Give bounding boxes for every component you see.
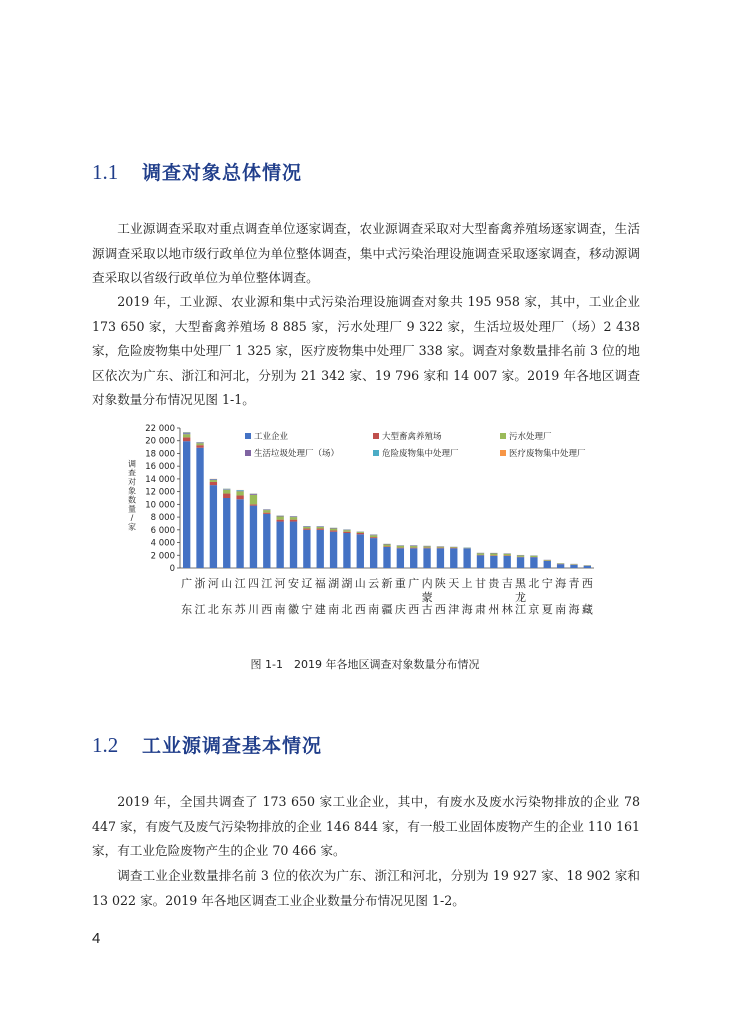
bar-segment xyxy=(423,548,430,549)
category-label: 云 xyxy=(368,577,380,590)
bar-segment xyxy=(437,547,444,548)
y-tick-label: 4 000 xyxy=(150,538,175,549)
bar-segment xyxy=(223,490,230,494)
bar-segment xyxy=(236,495,243,499)
bar-segment xyxy=(236,499,243,568)
legend-label: 工业企业 xyxy=(254,432,289,442)
bar-segment xyxy=(383,544,390,545)
bar-segment xyxy=(517,557,524,568)
category-label: 吉 xyxy=(501,577,513,590)
category-label: 蒙 xyxy=(421,591,433,604)
bar-segment xyxy=(183,432,190,433)
y-tick-label: 18 000 xyxy=(145,449,175,460)
bar-segment xyxy=(437,548,444,568)
bar-segment xyxy=(557,564,564,568)
category-label: 河 xyxy=(274,577,286,590)
category-label: 西 xyxy=(434,603,446,616)
bar-segment xyxy=(544,561,551,568)
bar-segment xyxy=(437,548,444,549)
bar-segment xyxy=(210,480,217,482)
category-label: 湖 xyxy=(328,577,340,590)
paragraph: 工业源调查采取对重点调查单位逐家调查，农业源调查采取对大型畜禽养殖场逐家调查，生活源调查采取以地市级行政单位为单位整体调查，集中式污染治理设施调查采取逐家调查，移动源调查采取以省级行政单位为单位整体调查。 xyxy=(92,221,640,285)
category-label: 西 xyxy=(581,577,593,590)
bar-segment xyxy=(276,516,283,519)
bar-segment xyxy=(490,556,497,568)
bar-segment xyxy=(490,553,497,555)
y-tick-label: 14 000 xyxy=(145,474,175,485)
bar-segment xyxy=(290,517,297,518)
bar-segment xyxy=(196,443,203,444)
bar-segment xyxy=(263,510,270,511)
bar-segment xyxy=(276,516,283,517)
category-label: 山 xyxy=(354,577,366,590)
bar-segment xyxy=(236,490,243,491)
category-label: 南 xyxy=(555,603,567,616)
bar-segment xyxy=(450,547,457,548)
bar-segment xyxy=(290,517,297,520)
bar-segment xyxy=(383,547,390,568)
bar-segment xyxy=(343,530,350,532)
category-label: 东 xyxy=(181,603,193,616)
section-heading-1-1 xyxy=(92,158,302,185)
y-tick-label: 2 000 xyxy=(150,551,175,562)
category-label: 南 xyxy=(368,603,380,616)
category-label: 江 xyxy=(194,603,206,616)
bar-segment xyxy=(570,565,577,568)
category-label: 福 xyxy=(314,577,326,590)
bar-segment xyxy=(370,538,377,568)
bar-segment xyxy=(263,514,270,568)
category-label: 北 xyxy=(528,577,540,590)
bar-segment xyxy=(357,533,364,534)
category-label: 夏 xyxy=(541,603,553,616)
category-label: 山 xyxy=(221,577,233,590)
category-label: 江 xyxy=(515,603,527,616)
bar-segment xyxy=(196,445,203,448)
bar-segment xyxy=(196,443,203,445)
bar-segment xyxy=(263,513,270,514)
category-label: 疆 xyxy=(381,603,393,616)
category-label: 北 xyxy=(341,603,353,616)
category-label: 南 xyxy=(274,603,286,616)
bar-segment xyxy=(223,489,230,490)
category-label: 河 xyxy=(207,577,219,590)
bar-segment xyxy=(250,504,257,505)
bar-segment xyxy=(450,548,457,549)
category-label: 津 xyxy=(448,603,460,616)
bar-chart xyxy=(118,420,618,652)
y-axis-title-char: 象 xyxy=(128,486,136,496)
paragraph: 2019 年，工业源、农业源和集中式污染治理设施调查对象共 195 958 家，其中，工业企业 173 650 家，大型畜禽养殖场 8 885 家，污水处理厂 9 322 家，生活垃圾处理厂（场）2 438 家，危险废物集中处理厂 1 325 家，医疗废物集中处理厂 338 家。调查对象数量排名前 3 位的地区依次为广东、浙江和河北，分别为 21 342 家、19 796 家和 14 007 家。2019 年各地区调查对象数量分布情况见图 1-1。 xyxy=(92,294,640,407)
bar-segment xyxy=(303,527,310,529)
bar-segment xyxy=(397,546,404,548)
bar-segment xyxy=(303,529,310,530)
bar-segment xyxy=(183,441,190,568)
bar-segment xyxy=(477,553,484,555)
category-label: 上 xyxy=(461,577,473,590)
legend-label: 污水处理厂 xyxy=(509,432,552,442)
bar-segment xyxy=(343,532,350,533)
bar-segment xyxy=(504,555,511,556)
legend-swatch xyxy=(500,450,506,456)
category-label: 湖 xyxy=(341,577,353,590)
legend-swatch xyxy=(245,450,251,456)
bar-segment xyxy=(370,537,377,538)
category-label: 广 xyxy=(181,577,193,590)
bar-segment xyxy=(584,566,591,568)
bar-segment xyxy=(330,528,337,529)
category-label: 青 xyxy=(568,577,580,590)
category-label: 京 xyxy=(528,603,540,616)
bar-segment xyxy=(330,530,337,531)
category-label: 北 xyxy=(207,603,219,616)
bar-segment xyxy=(370,535,377,536)
legend-label: 医疗废物集中处理厂 xyxy=(509,449,586,459)
bar-segment xyxy=(317,530,324,568)
bar-segment xyxy=(357,532,364,533)
bar-segment xyxy=(410,548,417,568)
category-label: 州 xyxy=(488,603,500,616)
category-label: 陕 xyxy=(434,577,446,590)
category-label: 建 xyxy=(314,603,326,616)
bar-segment xyxy=(276,522,283,568)
bar-segment xyxy=(517,556,524,557)
bar-segment xyxy=(357,534,364,568)
bar-segment xyxy=(210,479,217,480)
bar-segment xyxy=(570,564,577,565)
section-number: 1.1 xyxy=(92,160,119,184)
y-axis-title-char: 量 xyxy=(128,504,136,514)
bar-segment xyxy=(290,522,297,568)
bar-segment xyxy=(223,498,230,568)
bar-segment xyxy=(250,506,257,568)
page-number: 4 xyxy=(92,930,101,947)
category-label: 江 xyxy=(234,577,246,590)
section-title: 工业源调查基本情况 xyxy=(142,735,323,757)
legend-swatch xyxy=(373,450,379,456)
y-tick-label: 8 000 xyxy=(150,513,175,524)
legend-swatch xyxy=(245,433,251,439)
bar-segment xyxy=(317,527,324,529)
category-label: 林 xyxy=(501,603,513,616)
bar-segment xyxy=(410,546,417,548)
bar-segment xyxy=(263,510,270,513)
category-label: 贵 xyxy=(488,577,500,590)
category-label: 东 xyxy=(221,603,233,616)
legend-swatch xyxy=(373,433,379,439)
category-label: 龙 xyxy=(515,591,527,604)
bar-segment xyxy=(397,548,404,568)
section-heading-1-2 xyxy=(92,731,322,758)
category-label: 内 xyxy=(421,577,433,590)
y-tick-label: 20 000 xyxy=(145,436,175,447)
bar-segment xyxy=(530,557,537,568)
category-label: 西 xyxy=(261,603,273,616)
legend-label: 大型畜禽养殖场 xyxy=(382,432,442,442)
bar-segment xyxy=(370,535,377,537)
bar-segment xyxy=(504,554,511,556)
bar-segment xyxy=(544,560,551,561)
category-label: 肃 xyxy=(474,603,486,616)
category-label: 江 xyxy=(261,577,273,590)
bar-segment xyxy=(210,485,217,568)
y-axis-title-char: 查 xyxy=(128,468,136,478)
category-label: 辽 xyxy=(301,577,313,590)
category-label: 海 xyxy=(461,603,473,616)
category-label: 西 xyxy=(408,603,420,616)
category-label: 庆 xyxy=(394,603,406,616)
bar-segment xyxy=(223,494,230,498)
bar-segment xyxy=(250,495,257,505)
category-label: 南 xyxy=(328,603,340,616)
bar-segment xyxy=(450,548,457,568)
paragraph: 2019 年，全国共调查了 173 650 家工业企业，其中，有废水及废水污染物排放的企业 78 447 家，有废气及废气污染物排放的企业 146 844 家，有一般工业固体废物产生的企业 110 161 家，有工业危险废物产生的企业 70 466 家。 xyxy=(92,794,640,858)
category-label: 天 xyxy=(448,577,460,590)
legend-swatch xyxy=(500,433,506,439)
y-axis-title xyxy=(128,460,136,532)
bar-segment xyxy=(397,548,404,549)
bar-segment xyxy=(330,532,337,568)
bar-segment xyxy=(504,556,511,568)
category-label: 重 xyxy=(394,577,406,590)
y-axis-title-char: / xyxy=(130,513,134,523)
y-axis-title-char: 对 xyxy=(128,477,136,487)
bar-segment xyxy=(210,482,217,485)
category-label: 苏 xyxy=(234,603,246,616)
bar-segment xyxy=(490,555,497,556)
bar-segment xyxy=(183,434,190,437)
y-tick-label: 16 000 xyxy=(145,462,175,473)
section-title: 调查对象总体情况 xyxy=(142,162,303,184)
category-label: 安 xyxy=(288,577,300,590)
bar-segment xyxy=(343,533,350,568)
bar-segment xyxy=(276,520,283,522)
y-tick-label: 6 000 xyxy=(150,525,175,536)
category-label: 浙 xyxy=(194,577,206,590)
bar-segment xyxy=(423,548,430,568)
category-label: 徽 xyxy=(288,603,300,616)
figure-caption: 图 1-1 2019 年各地区调查对象数量分布情况 xyxy=(250,658,480,671)
bar-segment xyxy=(383,544,390,546)
bar-segment xyxy=(330,529,337,531)
category-label: 黑 xyxy=(515,577,527,590)
legend-label: 生活垃圾处理厂（场） xyxy=(254,449,340,459)
y-tick-label: 12 000 xyxy=(145,487,175,498)
y-axis-title-char: 数 xyxy=(128,495,136,505)
y-axis-title-char: 调 xyxy=(128,459,136,469)
bar-segment xyxy=(383,546,390,547)
bar-segment xyxy=(250,494,257,495)
category-label: 甘 xyxy=(474,577,486,590)
bar-segment xyxy=(303,530,310,568)
y-tick-label: 22 000 xyxy=(145,424,175,434)
bar-segment xyxy=(317,529,324,530)
legend-label: 危险废物集中处理厂 xyxy=(382,449,459,459)
category-label: 宁 xyxy=(301,603,313,616)
bar-segment xyxy=(223,489,230,490)
bar-segment xyxy=(530,556,537,557)
category-label: 藏 xyxy=(581,603,593,616)
category-label: 四 xyxy=(247,577,259,590)
bar-segment xyxy=(410,546,417,547)
bar-segment xyxy=(196,448,203,568)
y-axis-title-char: 家 xyxy=(128,522,136,532)
category-label: 海 xyxy=(568,603,580,616)
category-label: 广 xyxy=(408,577,420,590)
bar-segment xyxy=(183,433,190,434)
category-label: 新 xyxy=(381,577,393,590)
bar-segment xyxy=(290,520,297,522)
bar-segment xyxy=(557,563,564,564)
y-tick-label: 10 000 xyxy=(145,500,175,511)
category-label: 川 xyxy=(247,603,259,616)
category-label: 宁 xyxy=(541,577,553,590)
bar-segment xyxy=(410,548,417,549)
paragraph: 调查工业企业数量排名前 3 位的依次为广东、浙江和河北，分别为 19 927 家、18 902 家和 13 022 家。2019 年各地区调查工业企业数量分布情况见图 1-2。 xyxy=(92,868,640,908)
bar-segment xyxy=(423,546,430,547)
bar-segment xyxy=(463,548,470,568)
category-label: 海 xyxy=(555,577,567,590)
y-tick-label: 0 xyxy=(169,564,175,574)
category-label: 西 xyxy=(354,603,366,616)
bar-segment xyxy=(477,555,484,568)
bar-segment xyxy=(236,491,243,492)
category-label: 古 xyxy=(421,603,433,616)
bar-segment xyxy=(236,491,243,495)
bar-segment xyxy=(183,437,190,441)
section-number: 1.2 xyxy=(92,733,119,757)
